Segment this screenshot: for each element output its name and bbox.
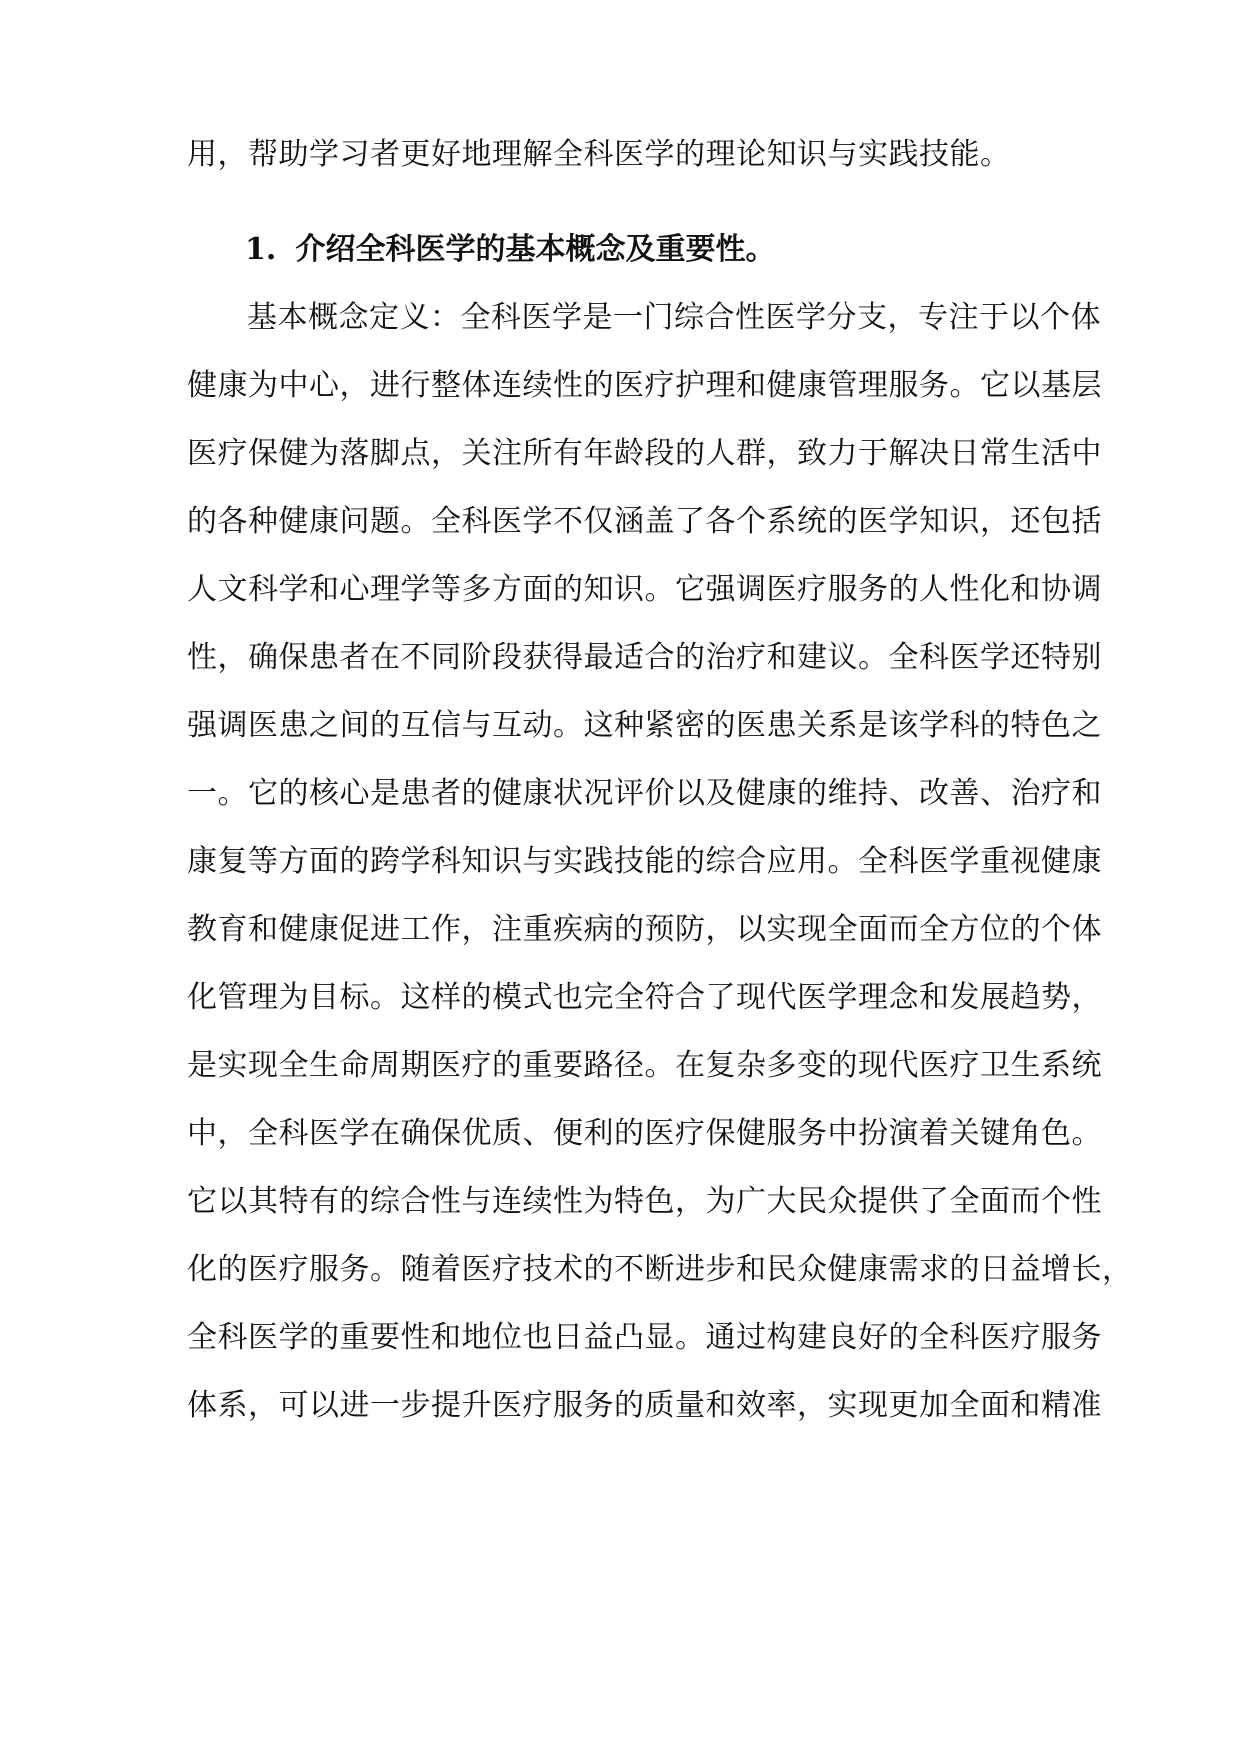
section-heading [245,230,1065,270]
section-number: 1. [245,232,277,267]
paragraph-line: 化管理为目标。这样的模式也完全符合了现代医学理念和发展趋势， [187,980,1102,1015]
paragraph-line: 健康为中心，进行整体连续性的医疗护理和健康管理服务。它以基层 [187,368,1102,403]
paragraph-line: 教育和健康促进工作，注重疾病的预防，以实现全面而全方位的个体 [187,912,1102,947]
paragraph-line: 的各种健康问题。全科医学不仅涵盖了各个系统的医学知识，还包括 [187,504,1102,539]
paragraph-line: 化的医疗服务。随着医疗技术的不断进步和民众健康需求的日益增长， [187,1252,1133,1287]
paragraph-line: 一。它的核心是患者的健康状况评价以及健康的维持、改善、治疗和 [187,776,1102,811]
paragraph-line: 体系，可以进一步提升医疗服务的质量和效率，实现更加全面和精准 [187,1388,1102,1423]
paragraph-line: 性，确保患者在不同阶段获得最适合的治疗和建议。全科医学还特别 [187,640,1102,675]
paragraph-line: 它以其特有的综合性与连续性为特色，为广大民众提供了全面而个性 [187,1184,1102,1219]
paragraph-line: 康复等方面的跨学科知识与实践技能的综合应用。全科医学重视健康 [187,844,1102,879]
section-title: 介绍全科医学的基本概念及重要性。 [295,232,776,267]
paragraph-line: 是实现全生命周期医疗的重要路径。在复杂多变的现代医疗卫生系统 [187,1048,1102,1083]
paragraph-line: 人文科学和心理学等多方面的知识。它强调医疗服务的人性化和协调 [187,572,1102,607]
paragraph-line: 基本概念定义：全科医学是一门综合性医学分支，专注于以个体 [247,300,1101,335]
carryover-text-line: 用，帮助学习者更好地理解全科医学的理论知识与实践技能。 [187,137,1011,172]
paragraph-line: 全科医学的重要性和地位也日益凸显。通过构建良好的全科医疗服务 [187,1320,1102,1355]
paragraph-line: 医疗保健为落脚点，关注所有年龄段的人群，致力于解决日常生活中 [187,436,1102,471]
paragraph-line: 强调医患之间的互信与互动。这种紧密的医患关系是该学科的特色之 [187,708,1102,743]
paragraph-line: 中，全科医学在确保优质、便利的医疗保健服务中扮演着关键角色。 [187,1116,1102,1151]
